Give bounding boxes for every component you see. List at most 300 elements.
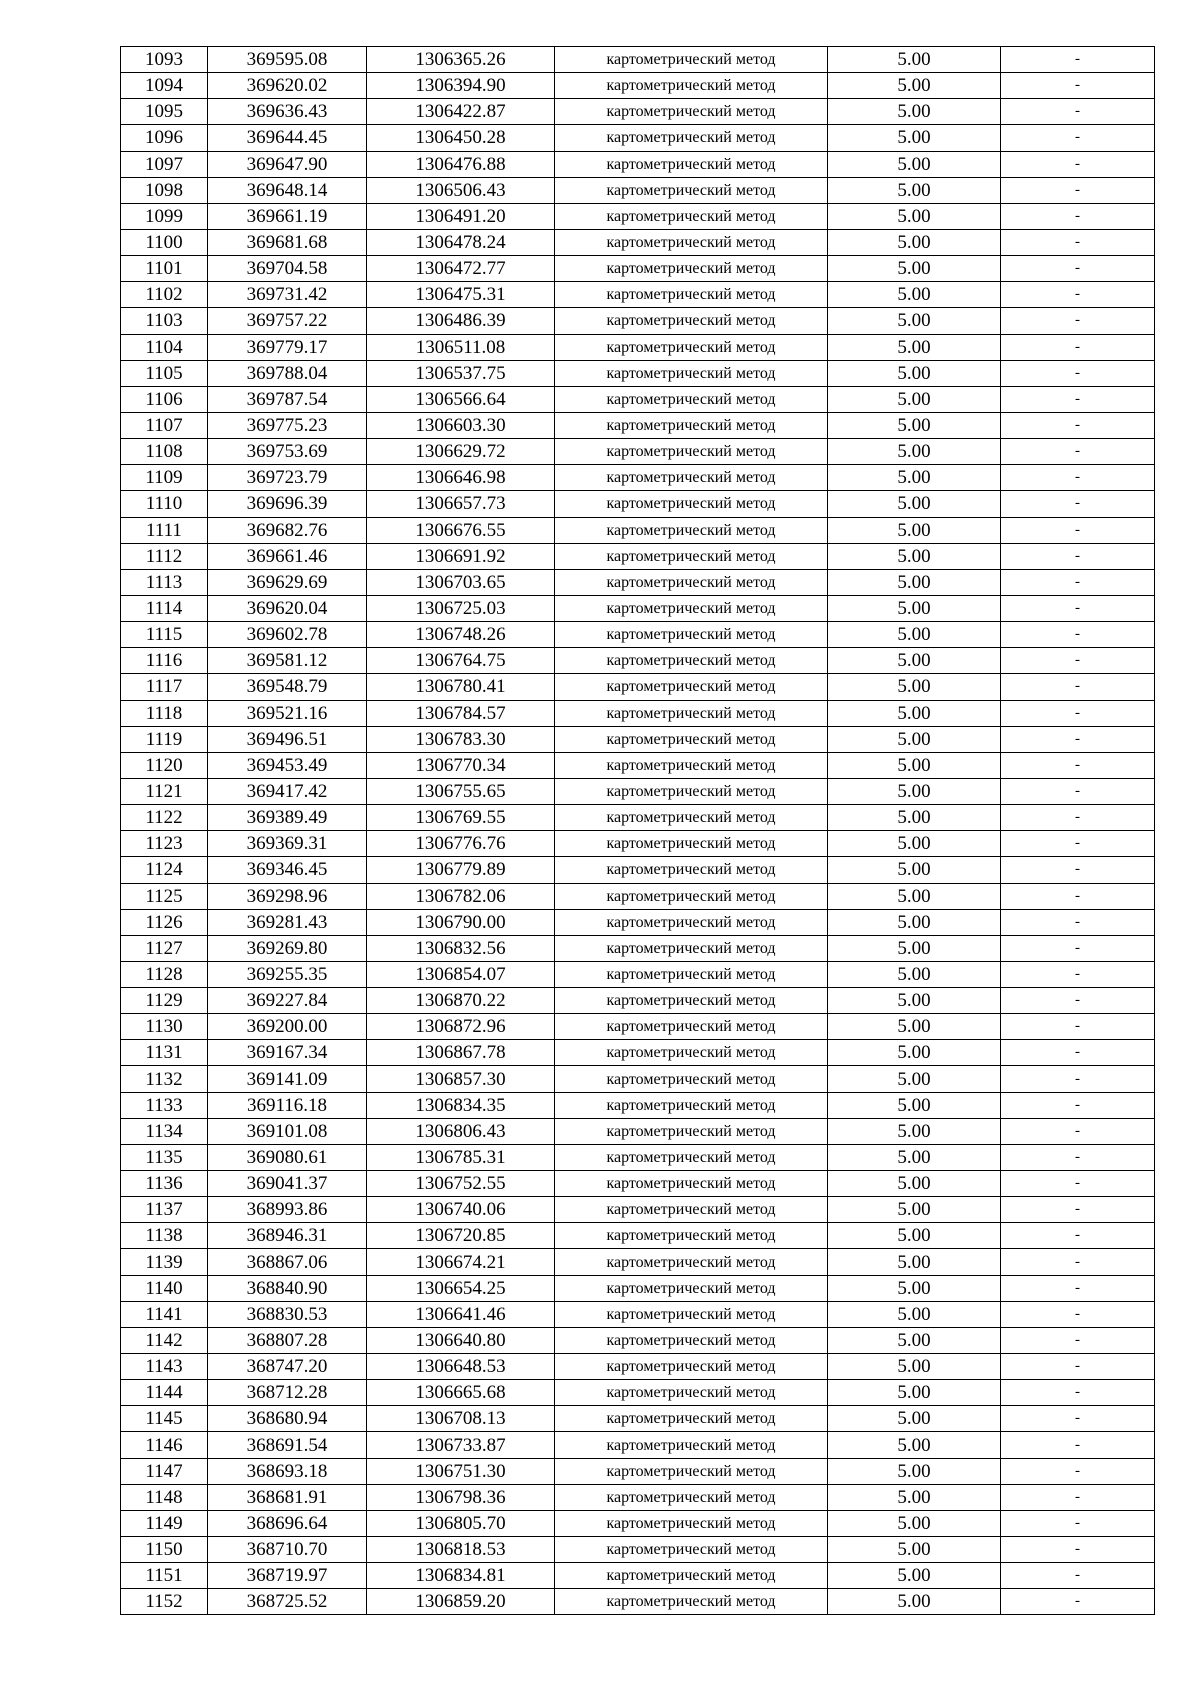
note-cell: -	[1001, 1249, 1155, 1275]
x-coordinate-cell: 368830.53	[208, 1301, 367, 1327]
note-cell: -	[1001, 412, 1155, 438]
y-coordinate-cell: 1306603.30	[367, 412, 555, 438]
y-coordinate-cell: 1306511.08	[367, 334, 555, 360]
accuracy-cell: 5.00	[828, 1458, 1001, 1484]
x-coordinate-cell: 369723.79	[208, 465, 367, 491]
table-row	[121, 1171, 1155, 1197]
accuracy-cell: 5.00	[828, 935, 1001, 961]
accuracy-cell: 5.00	[828, 282, 1001, 308]
y-coordinate-cell: 1306751.30	[367, 1458, 555, 1484]
x-coordinate-cell: 369496.51	[208, 726, 367, 752]
note-cell: -	[1001, 1563, 1155, 1589]
point-number-cell: 1138	[121, 1223, 208, 1249]
accuracy-cell: 5.00	[828, 831, 1001, 857]
y-coordinate-cell: 1306720.85	[367, 1223, 555, 1249]
y-coordinate-cell: 1306790.00	[367, 909, 555, 935]
note-cell: -	[1001, 883, 1155, 909]
table-row	[121, 909, 1155, 935]
note-cell: -	[1001, 1118, 1155, 1144]
table-row	[121, 1589, 1155, 1615]
accuracy-cell: 5.00	[828, 752, 1001, 778]
x-coordinate-cell: 369595.08	[208, 47, 367, 73]
x-coordinate-cell: 368946.31	[208, 1223, 367, 1249]
note-cell: -	[1001, 360, 1155, 386]
point-number-cell: 1108	[121, 439, 208, 465]
method-cell: картометрический метод	[555, 1537, 828, 1563]
note-cell: -	[1001, 47, 1155, 73]
note-cell: -	[1001, 177, 1155, 203]
table-row	[121, 622, 1155, 648]
point-number-cell: 1129	[121, 988, 208, 1014]
y-coordinate-cell: 1306674.21	[367, 1249, 555, 1275]
method-cell: картометрический метод	[555, 909, 828, 935]
method-cell: картометрический метод	[555, 1354, 828, 1380]
x-coordinate-cell: 368681.91	[208, 1484, 367, 1510]
table-row	[121, 1458, 1155, 1484]
y-coordinate-cell: 1306755.65	[367, 778, 555, 804]
note-cell: -	[1001, 988, 1155, 1014]
x-coordinate-cell: 368807.28	[208, 1327, 367, 1353]
x-coordinate-cell: 369620.04	[208, 595, 367, 621]
accuracy-cell: 5.00	[828, 1354, 1001, 1380]
x-coordinate-cell: 368691.54	[208, 1432, 367, 1458]
point-number-cell: 1093	[121, 47, 208, 73]
method-cell: картометрический метод	[555, 386, 828, 412]
point-number-cell: 1151	[121, 1563, 208, 1589]
accuracy-cell: 5.00	[828, 595, 1001, 621]
method-cell: картометрический метод	[555, 752, 828, 778]
table-row	[121, 360, 1155, 386]
table-row	[121, 726, 1155, 752]
y-coordinate-cell: 1306784.57	[367, 700, 555, 726]
table-row	[121, 674, 1155, 700]
point-number-cell: 1131	[121, 1040, 208, 1066]
method-cell: картометрический метод	[555, 1014, 828, 1040]
y-coordinate-cell: 1306394.90	[367, 73, 555, 99]
method-cell: картометрический метод	[555, 47, 828, 73]
y-coordinate-cell: 1306867.78	[367, 1040, 555, 1066]
note-cell: -	[1001, 465, 1155, 491]
point-number-cell: 1133	[121, 1092, 208, 1118]
y-coordinate-cell: 1306769.55	[367, 805, 555, 831]
x-coordinate-cell: 369661.46	[208, 543, 367, 569]
note-cell: -	[1001, 569, 1155, 595]
method-cell: картометрический метод	[555, 726, 828, 752]
note-cell: -	[1001, 622, 1155, 648]
x-coordinate-cell: 369681.68	[208, 229, 367, 255]
table-row	[121, 1092, 1155, 1118]
note-cell: -	[1001, 282, 1155, 308]
point-number-cell: 1128	[121, 961, 208, 987]
y-coordinate-cell: 1306691.92	[367, 543, 555, 569]
x-coordinate-cell: 369269.80	[208, 935, 367, 961]
method-cell: картометрический метод	[555, 1066, 828, 1092]
x-coordinate-cell: 369521.16	[208, 700, 367, 726]
y-coordinate-cell: 1306472.77	[367, 256, 555, 282]
note-cell: -	[1001, 961, 1155, 987]
table-row	[121, 412, 1155, 438]
accuracy-cell: 5.00	[828, 1092, 1001, 1118]
accuracy-cell: 5.00	[828, 177, 1001, 203]
note-cell: -	[1001, 1144, 1155, 1170]
point-number-cell: 1143	[121, 1354, 208, 1380]
y-coordinate-cell: 1306725.03	[367, 595, 555, 621]
note-cell: -	[1001, 1484, 1155, 1510]
point-number-cell: 1125	[121, 883, 208, 909]
accuracy-cell: 5.00	[828, 648, 1001, 674]
table-row	[121, 151, 1155, 177]
note-cell: -	[1001, 1301, 1155, 1327]
point-number-cell: 1113	[121, 569, 208, 595]
y-coordinate-cell: 1306857.30	[367, 1066, 555, 1092]
y-coordinate-cell: 1306566.64	[367, 386, 555, 412]
y-coordinate-cell: 1306776.76	[367, 831, 555, 857]
point-number-cell: 1137	[121, 1197, 208, 1223]
method-cell: картометрический метод	[555, 1223, 828, 1249]
accuracy-cell: 5.00	[828, 622, 1001, 648]
method-cell: картометрический метод	[555, 282, 828, 308]
coordinates-table-body	[121, 47, 1155, 1615]
x-coordinate-cell: 369581.12	[208, 648, 367, 674]
point-number-cell: 1112	[121, 543, 208, 569]
note-cell: -	[1001, 935, 1155, 961]
accuracy-cell: 5.00	[828, 151, 1001, 177]
table-row	[121, 1249, 1155, 1275]
method-cell: картометрический метод	[555, 1563, 828, 1589]
method-cell: картометрический метод	[555, 700, 828, 726]
method-cell: картометрический метод	[555, 1275, 828, 1301]
point-number-cell: 1140	[121, 1275, 208, 1301]
accuracy-cell: 5.00	[828, 1301, 1001, 1327]
table-row	[121, 1066, 1155, 1092]
method-cell: картометрический метод	[555, 569, 828, 595]
point-number-cell: 1105	[121, 360, 208, 386]
accuracy-cell: 5.00	[828, 1144, 1001, 1170]
note-cell: -	[1001, 203, 1155, 229]
y-coordinate-cell: 1306798.36	[367, 1484, 555, 1510]
y-coordinate-cell: 1306646.98	[367, 465, 555, 491]
table-row	[121, 256, 1155, 282]
accuracy-cell: 5.00	[828, 517, 1001, 543]
y-coordinate-cell: 1306486.39	[367, 308, 555, 334]
y-coordinate-cell: 1306491.20	[367, 203, 555, 229]
x-coordinate-cell: 369080.61	[208, 1144, 367, 1170]
x-coordinate-cell: 369369.31	[208, 831, 367, 857]
accuracy-cell: 5.00	[828, 1118, 1001, 1144]
x-coordinate-cell: 369200.00	[208, 1014, 367, 1040]
x-coordinate-cell: 369647.90	[208, 151, 367, 177]
x-coordinate-cell: 369636.43	[208, 99, 367, 125]
point-number-cell: 1122	[121, 805, 208, 831]
x-coordinate-cell: 369141.09	[208, 1066, 367, 1092]
x-coordinate-cell: 369041.37	[208, 1171, 367, 1197]
accuracy-cell: 5.00	[828, 1484, 1001, 1510]
method-cell: картометрический метод	[555, 73, 828, 99]
method-cell: картометрический метод	[555, 1510, 828, 1536]
note-cell: -	[1001, 674, 1155, 700]
point-number-cell: 1136	[121, 1171, 208, 1197]
method-cell: картометрический метод	[555, 1484, 828, 1510]
table-row	[121, 543, 1155, 569]
accuracy-cell: 5.00	[828, 1510, 1001, 1536]
table-row	[121, 334, 1155, 360]
method-cell: картометрический метод	[555, 543, 828, 569]
method-cell: картометрический метод	[555, 1144, 828, 1170]
x-coordinate-cell: 369298.96	[208, 883, 367, 909]
x-coordinate-cell: 369696.39	[208, 491, 367, 517]
x-coordinate-cell: 369757.22	[208, 308, 367, 334]
y-coordinate-cell: 1306770.34	[367, 752, 555, 778]
point-number-cell: 1130	[121, 1014, 208, 1040]
note-cell: -	[1001, 1510, 1155, 1536]
y-coordinate-cell: 1306752.55	[367, 1171, 555, 1197]
table-row	[121, 1510, 1155, 1536]
accuracy-cell: 5.00	[828, 203, 1001, 229]
table-row	[121, 752, 1155, 778]
accuracy-cell: 5.00	[828, 1275, 1001, 1301]
table-row	[121, 491, 1155, 517]
y-coordinate-cell: 1306676.55	[367, 517, 555, 543]
table-row	[121, 988, 1155, 1014]
point-number-cell: 1117	[121, 674, 208, 700]
note-cell: -	[1001, 1014, 1155, 1040]
table-row	[121, 439, 1155, 465]
y-coordinate-cell: 1306854.07	[367, 961, 555, 987]
method-cell: картометрический метод	[555, 256, 828, 282]
x-coordinate-cell: 369281.43	[208, 909, 367, 935]
method-cell: картометрический метод	[555, 491, 828, 517]
table-row	[121, 778, 1155, 804]
method-cell: картометрический метод	[555, 125, 828, 151]
accuracy-cell: 5.00	[828, 569, 1001, 595]
note-cell: -	[1001, 73, 1155, 99]
accuracy-cell: 5.00	[828, 334, 1001, 360]
y-coordinate-cell: 1306834.81	[367, 1563, 555, 1589]
point-number-cell: 1152	[121, 1589, 208, 1615]
method-cell: картометрический метод	[555, 1432, 828, 1458]
point-number-cell: 1121	[121, 778, 208, 804]
point-number-cell: 1119	[121, 726, 208, 752]
method-cell: картометрический метод	[555, 334, 828, 360]
note-cell: -	[1001, 1040, 1155, 1066]
method-cell: картометрический метод	[555, 622, 828, 648]
accuracy-cell: 5.00	[828, 1406, 1001, 1432]
y-coordinate-cell: 1306872.96	[367, 1014, 555, 1040]
y-coordinate-cell: 1306834.35	[367, 1092, 555, 1118]
table-row	[121, 517, 1155, 543]
table-row	[121, 1380, 1155, 1406]
x-coordinate-cell: 369602.78	[208, 622, 367, 648]
point-number-cell: 1116	[121, 648, 208, 674]
accuracy-cell: 5.00	[828, 1380, 1001, 1406]
table-row	[121, 1014, 1155, 1040]
note-cell: -	[1001, 1171, 1155, 1197]
x-coordinate-cell: 368719.97	[208, 1563, 367, 1589]
method-cell: картометрический метод	[555, 308, 828, 334]
table-row	[121, 1275, 1155, 1301]
accuracy-cell: 5.00	[828, 308, 1001, 334]
accuracy-cell: 5.00	[828, 229, 1001, 255]
point-number-cell: 1098	[121, 177, 208, 203]
y-coordinate-cell: 1306537.75	[367, 360, 555, 386]
point-number-cell: 1144	[121, 1380, 208, 1406]
point-number-cell: 1114	[121, 595, 208, 621]
note-cell: -	[1001, 1092, 1155, 1118]
table-row	[121, 1432, 1155, 1458]
accuracy-cell: 5.00	[828, 778, 1001, 804]
accuracy-cell: 5.00	[828, 1537, 1001, 1563]
note-cell: -	[1001, 805, 1155, 831]
accuracy-cell: 5.00	[828, 386, 1001, 412]
y-coordinate-cell: 1306476.88	[367, 151, 555, 177]
x-coordinate-cell: 368867.06	[208, 1249, 367, 1275]
method-cell: картометрический метод	[555, 517, 828, 543]
point-number-cell: 1107	[121, 412, 208, 438]
x-coordinate-cell: 368696.64	[208, 1510, 367, 1536]
note-cell: -	[1001, 229, 1155, 255]
method-cell: картометрический метод	[555, 648, 828, 674]
point-number-cell: 1109	[121, 465, 208, 491]
point-number-cell: 1148	[121, 1484, 208, 1510]
method-cell: картометрический метод	[555, 151, 828, 177]
y-coordinate-cell: 1306629.72	[367, 439, 555, 465]
x-coordinate-cell: 369779.17	[208, 334, 367, 360]
method-cell: картометрический метод	[555, 1092, 828, 1118]
table-row	[121, 1484, 1155, 1510]
x-coordinate-cell: 369389.49	[208, 805, 367, 831]
x-coordinate-cell: 369255.35	[208, 961, 367, 987]
x-coordinate-cell: 368680.94	[208, 1406, 367, 1432]
method-cell: картометрический метод	[555, 465, 828, 491]
method-cell: картометрический метод	[555, 1171, 828, 1197]
y-coordinate-cell: 1306640.80	[367, 1327, 555, 1353]
note-cell: -	[1001, 491, 1155, 517]
method-cell: картометрический метод	[555, 935, 828, 961]
table-row	[121, 229, 1155, 255]
point-number-cell: 1127	[121, 935, 208, 961]
table-row	[121, 99, 1155, 125]
method-cell: картометрический метод	[555, 988, 828, 1014]
accuracy-cell: 5.00	[828, 1197, 1001, 1223]
method-cell: картометрический метод	[555, 203, 828, 229]
note-cell: -	[1001, 517, 1155, 543]
point-number-cell: 1095	[121, 99, 208, 125]
point-number-cell: 1134	[121, 1118, 208, 1144]
table-row	[121, 595, 1155, 621]
table-row	[121, 961, 1155, 987]
y-coordinate-cell: 1306740.06	[367, 1197, 555, 1223]
table-row	[121, 883, 1155, 909]
accuracy-cell: 5.00	[828, 465, 1001, 491]
accuracy-cell: 5.00	[828, 1014, 1001, 1040]
point-number-cell: 1110	[121, 491, 208, 517]
y-coordinate-cell: 1306859.20	[367, 1589, 555, 1615]
accuracy-cell: 5.00	[828, 674, 1001, 700]
accuracy-cell: 5.00	[828, 256, 1001, 282]
accuracy-cell: 5.00	[828, 1327, 1001, 1353]
x-coordinate-cell: 369417.42	[208, 778, 367, 804]
note-cell: -	[1001, 1458, 1155, 1484]
method-cell: картометрический метод	[555, 1327, 828, 1353]
x-coordinate-cell: 368725.52	[208, 1589, 367, 1615]
x-coordinate-cell: 369116.18	[208, 1092, 367, 1118]
point-number-cell: 1102	[121, 282, 208, 308]
x-coordinate-cell: 369548.79	[208, 674, 367, 700]
x-coordinate-cell: 368693.18	[208, 1458, 367, 1484]
method-cell: картометрический метод	[555, 1040, 828, 1066]
method-cell: картометрический метод	[555, 805, 828, 831]
note-cell: -	[1001, 778, 1155, 804]
accuracy-cell: 5.00	[828, 857, 1001, 883]
table-row	[121, 465, 1155, 491]
accuracy-cell: 5.00	[828, 1171, 1001, 1197]
note-cell: -	[1001, 1432, 1155, 1458]
point-number-cell: 1120	[121, 752, 208, 778]
point-number-cell: 1146	[121, 1432, 208, 1458]
method-cell: картометрический метод	[555, 1589, 828, 1615]
accuracy-cell: 5.00	[828, 1249, 1001, 1275]
accuracy-cell: 5.00	[828, 439, 1001, 465]
note-cell: -	[1001, 1223, 1155, 1249]
point-number-cell: 1103	[121, 308, 208, 334]
point-number-cell: 1104	[121, 334, 208, 360]
x-coordinate-cell: 368993.86	[208, 1197, 367, 1223]
table-row	[121, 1301, 1155, 1327]
y-coordinate-cell: 1306748.26	[367, 622, 555, 648]
y-coordinate-cell: 1306818.53	[367, 1537, 555, 1563]
table-row	[121, 857, 1155, 883]
x-coordinate-cell: 369682.76	[208, 517, 367, 543]
note-cell: -	[1001, 256, 1155, 282]
note-cell: -	[1001, 1275, 1155, 1301]
method-cell: картометрический метод	[555, 883, 828, 909]
x-coordinate-cell: 369629.69	[208, 569, 367, 595]
table-row	[121, 1144, 1155, 1170]
x-coordinate-cell: 369775.23	[208, 412, 367, 438]
accuracy-cell: 5.00	[828, 726, 1001, 752]
table-row	[121, 1327, 1155, 1353]
table-row	[121, 831, 1155, 857]
method-cell: картометрический метод	[555, 229, 828, 255]
table-row	[121, 1406, 1155, 1432]
accuracy-cell: 5.00	[828, 1563, 1001, 1589]
note-cell: -	[1001, 1066, 1155, 1092]
point-number-cell: 1147	[121, 1458, 208, 1484]
table-row	[121, 282, 1155, 308]
x-coordinate-cell: 368712.28	[208, 1380, 367, 1406]
method-cell: картометрический метод	[555, 1118, 828, 1144]
accuracy-cell: 5.00	[828, 805, 1001, 831]
y-coordinate-cell: 1306733.87	[367, 1432, 555, 1458]
method-cell: картометрический метод	[555, 1406, 828, 1432]
accuracy-cell: 5.00	[828, 909, 1001, 935]
note-cell: -	[1001, 700, 1155, 726]
accuracy-cell: 5.00	[828, 700, 1001, 726]
y-coordinate-cell: 1306703.65	[367, 569, 555, 595]
table-row	[121, 1563, 1155, 1589]
point-number-cell: 1096	[121, 125, 208, 151]
point-number-cell: 1111	[121, 517, 208, 543]
y-coordinate-cell: 1306779.89	[367, 857, 555, 883]
point-number-cell: 1132	[121, 1066, 208, 1092]
x-coordinate-cell: 369788.04	[208, 360, 367, 386]
table-row	[121, 648, 1155, 674]
table-row	[121, 73, 1155, 99]
note-cell: -	[1001, 1197, 1155, 1223]
y-coordinate-cell: 1306641.46	[367, 1301, 555, 1327]
point-number-cell: 1141	[121, 1301, 208, 1327]
y-coordinate-cell: 1306648.53	[367, 1354, 555, 1380]
